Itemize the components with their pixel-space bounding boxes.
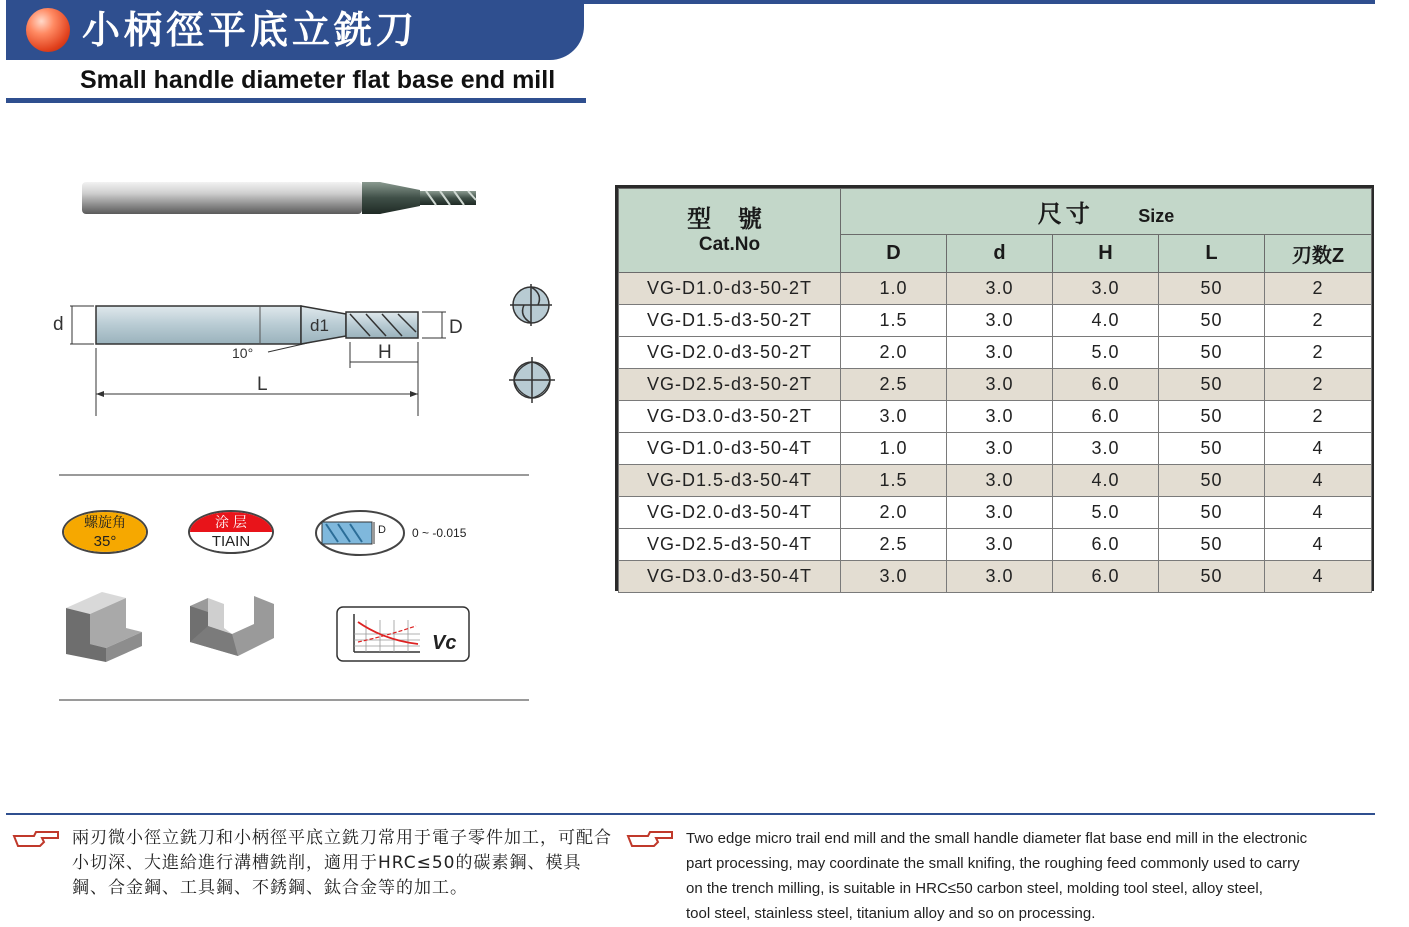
size-cell: 3.0 bbox=[947, 337, 1053, 369]
size-cell: 50 bbox=[1159, 337, 1265, 369]
size-cell: 50 bbox=[1159, 497, 1265, 529]
size-cell: 2 bbox=[1265, 337, 1372, 369]
size-cell: 2 bbox=[1265, 305, 1372, 337]
size-cell: 4 bbox=[1265, 497, 1372, 529]
size-cell: 2 bbox=[1265, 369, 1372, 401]
size-cell: 6.0 bbox=[1053, 401, 1159, 433]
size-cell: 50 bbox=[1159, 273, 1265, 305]
size-cell: 2 bbox=[1265, 401, 1372, 433]
cat-no-cell: VG-D1.0-d3-50-4T bbox=[619, 433, 841, 465]
size-cell: 3.0 bbox=[947, 561, 1053, 593]
cat-no-cell: VG-D2.0-d3-50-4T bbox=[619, 497, 841, 529]
size-cell: 4 bbox=[1265, 529, 1372, 561]
size-cell: 3.0 bbox=[1053, 273, 1159, 305]
coating-label: 涂 层 bbox=[190, 512, 272, 532]
cat-no-cell: VG-D3.0-d3-50-4T bbox=[619, 561, 841, 593]
size-cell: 3.0 bbox=[947, 305, 1053, 337]
col-header: L bbox=[1159, 235, 1265, 273]
note-english: Two edge micro trail end mill and the small handle diameter flat base end mill in the electronic part processing, may coordinate the small knifing, the roughing feed commonly used to carry on the trench milling, is suitable in HRC≤50 carbon steel, molding tool steel, alloy steel, tool steel, stainless steel, titanium alloy and so on processing. bbox=[686, 830, 1308, 922]
end-view-4-flute-icon bbox=[506, 354, 558, 406]
end-mill-photo bbox=[80, 178, 482, 218]
coating-value: TIAIN bbox=[190, 532, 272, 554]
dimension-drawing bbox=[50, 292, 480, 422]
size-cell: 1.5 bbox=[841, 465, 947, 497]
coating-badge bbox=[188, 510, 274, 554]
end-view-2-flute-icon bbox=[508, 282, 554, 328]
col-header: D bbox=[841, 235, 947, 273]
size-cell: 2.0 bbox=[841, 337, 947, 369]
spec-table bbox=[615, 185, 1374, 591]
page-title-en: Small handle diameter flat base end mill bbox=[80, 66, 556, 94]
size-cell: 4 bbox=[1265, 561, 1372, 593]
size-cell: 2.5 bbox=[841, 529, 947, 561]
shoulder-milling-icon bbox=[62, 588, 146, 666]
size-cell: 50 bbox=[1159, 465, 1265, 497]
dim-label-H: H bbox=[378, 342, 392, 363]
cat-no-cell: VG-D1.5-d3-50-4T bbox=[619, 465, 841, 497]
pointing-hand-icon bbox=[626, 828, 676, 850]
tolerance-value: 0 ~ -0.015 bbox=[412, 526, 467, 540]
table-row bbox=[619, 433, 1372, 465]
size-cell: 3.0 bbox=[947, 433, 1053, 465]
helix-angle-value: 35° bbox=[64, 532, 146, 554]
size-cell: 6.0 bbox=[1053, 561, 1159, 593]
cat-no-cell: VG-D1.0-d3-50-2T bbox=[619, 273, 841, 305]
table-row bbox=[619, 369, 1372, 401]
cat-no-cell: VG-D1.5-d3-50-2T bbox=[619, 305, 841, 337]
pointing-hand-icon bbox=[12, 828, 62, 850]
size-cell: 50 bbox=[1159, 369, 1265, 401]
size-cell: 1.0 bbox=[841, 273, 947, 305]
vc-label: Vc bbox=[432, 632, 457, 654]
size-label-cn: 尺寸 bbox=[1037, 201, 1094, 228]
size-cell: 3.0 bbox=[947, 529, 1053, 561]
size-cell: 3.0 bbox=[841, 561, 947, 593]
size-cell: 3.0 bbox=[947, 273, 1053, 305]
note-chinese: 兩刃微小徑立銑刀和小柄徑平底立銑刀常用于電子零件加工，可配合小切深、大進給進行溝槽銑削，適用于HRC≤50的碳素鋼、模具鋼、合金鋼、工具鋼、不銹鋼、鈦合金等的加工。 bbox=[72, 828, 612, 898]
col-header-size bbox=[841, 189, 1372, 235]
dim-label-L: L bbox=[257, 374, 268, 395]
size-cell: 3.0 bbox=[841, 401, 947, 433]
size-cell: 3.0 bbox=[947, 465, 1053, 497]
dim-label-d: d bbox=[53, 314, 64, 335]
dim-label-angle: 10° bbox=[232, 345, 254, 361]
size-cell: 50 bbox=[1159, 305, 1265, 337]
page-title-cn: 小柄徑平底立銑刀 bbox=[82, 8, 419, 52]
helix-angle-label: 螺旋角 bbox=[64, 512, 146, 532]
table-row bbox=[619, 561, 1372, 593]
dim-label-D: D bbox=[449, 317, 463, 338]
cat-no-cell: VG-D3.0-d3-50-2T bbox=[619, 401, 841, 433]
col-header: H bbox=[1053, 235, 1159, 273]
dim-label-d1: d1 bbox=[310, 316, 329, 335]
table-row bbox=[619, 305, 1372, 337]
table-row bbox=[619, 497, 1372, 529]
footer-rule bbox=[6, 813, 1375, 815]
col-header: d bbox=[947, 235, 1053, 273]
size-cell: 3.0 bbox=[947, 369, 1053, 401]
size-cell: 6.0 bbox=[1053, 529, 1159, 561]
cat-no-label-cn: 型 號 bbox=[687, 205, 772, 233]
size-cell: 6.0 bbox=[1053, 369, 1159, 401]
table-row bbox=[619, 401, 1372, 433]
title-underline bbox=[6, 98, 586, 103]
size-cell: 1.5 bbox=[841, 305, 947, 337]
size-cell: 3.0 bbox=[1053, 433, 1159, 465]
helix-angle-badge bbox=[62, 510, 148, 554]
cat-no-cell: VG-D2.0-d3-50-2T bbox=[619, 337, 841, 369]
tolerance-symbol: D bbox=[378, 524, 386, 536]
section-divider-bottom bbox=[59, 699, 529, 701]
section-divider-top bbox=[59, 474, 529, 476]
size-cell: 2 bbox=[1265, 273, 1372, 305]
size-cell: 1.0 bbox=[841, 433, 947, 465]
header-top-rule bbox=[580, 0, 1375, 4]
size-cell: 2.5 bbox=[841, 369, 947, 401]
size-cell: 50 bbox=[1159, 433, 1265, 465]
title-bullet-icon bbox=[26, 8, 70, 52]
size-cell: 50 bbox=[1159, 561, 1265, 593]
table-row bbox=[619, 273, 1372, 305]
table-row bbox=[619, 337, 1372, 369]
cat-no-cell: VG-D2.5-d3-50-4T bbox=[619, 529, 841, 561]
cat-no-label-en: Cat.No bbox=[698, 233, 761, 255]
size-cell: 2.0 bbox=[841, 497, 947, 529]
tolerance-badge-icon bbox=[314, 508, 406, 558]
cat-no-cell: VG-D2.5-d3-50-2T bbox=[619, 369, 841, 401]
table-row bbox=[619, 465, 1372, 497]
size-cell: 3.0 bbox=[947, 497, 1053, 529]
size-cell: 4 bbox=[1265, 433, 1372, 465]
size-label-en: Size bbox=[1138, 206, 1175, 226]
size-cell: 50 bbox=[1159, 401, 1265, 433]
col-header-cat-no bbox=[619, 189, 841, 273]
col-header: 刃数Z bbox=[1265, 235, 1372, 273]
size-cell: 50 bbox=[1159, 529, 1265, 561]
size-cell: 5.0 bbox=[1053, 337, 1159, 369]
size-cell: 4.0 bbox=[1053, 305, 1159, 337]
size-cell: 5.0 bbox=[1053, 497, 1159, 529]
size-cell: 4 bbox=[1265, 465, 1372, 497]
size-cell: 4.0 bbox=[1053, 465, 1159, 497]
slot-milling-icon bbox=[188, 590, 278, 662]
table-row bbox=[619, 529, 1372, 561]
size-cell: 3.0 bbox=[947, 401, 1053, 433]
